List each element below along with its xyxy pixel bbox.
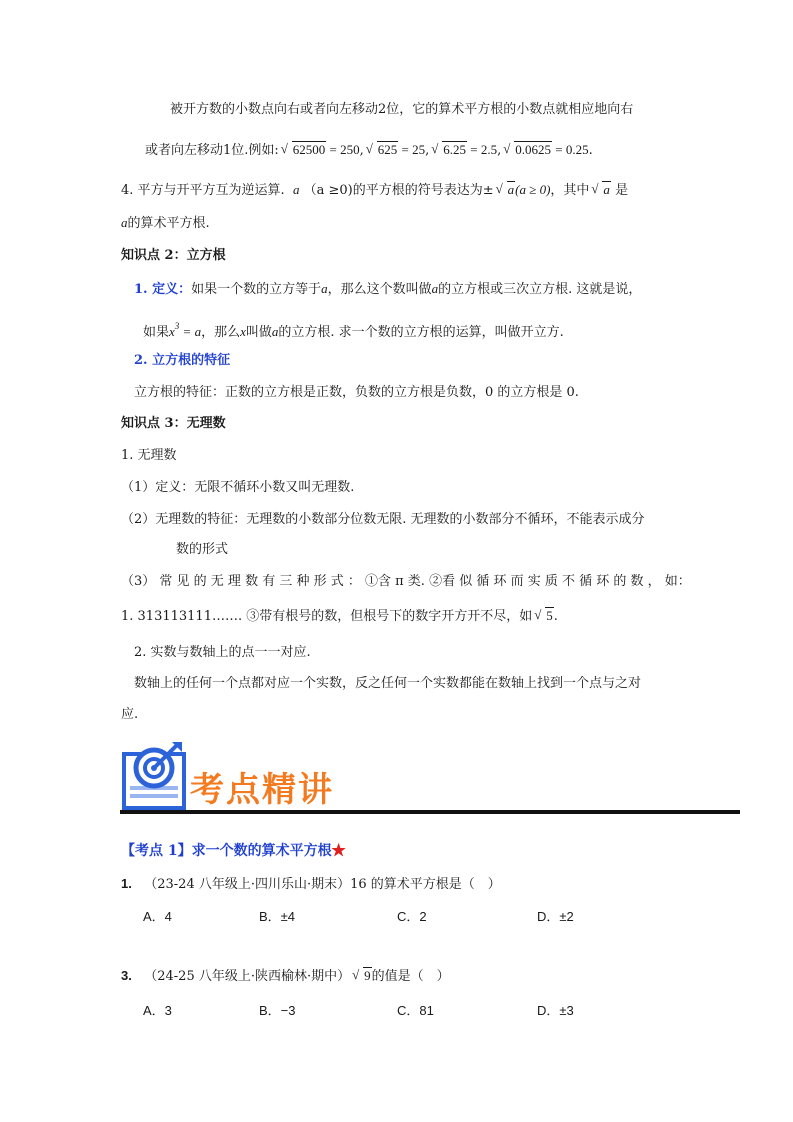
question-3 — [121, 966, 450, 987]
kp3-p4b: 应. — [121, 707, 139, 722]
q1-option-d[interactable]: D．±2 — [537, 909, 574, 924]
banner — [120, 738, 740, 818]
question-text-a: （24-25 八年级上·陕西榆林·期中） — [144, 969, 351, 984]
item-4-line-1 — [121, 180, 628, 201]
sqrt-9: 9 — [364, 968, 371, 983]
intro-line-1: 被开方数的小数点向右或者向左移动2位，它的算术平方根的小数点就相应地向右 — [170, 102, 634, 117]
example-radicand: 6.25 — [443, 142, 467, 157]
kp2-def-line-2: 如果$x^3 = a$，那么x叫做a的立方根. 求一个数的立方根的运算，叫做开立方. — [143, 321, 564, 340]
question-number: 1. — [121, 876, 132, 891]
example-value: = 250 — [329, 142, 360, 157]
def-then: ，那么 — [201, 325, 241, 340]
kp3-p2b: 数的形式 — [176, 542, 229, 557]
def-text-2: ，那么这个数叫做 — [327, 282, 432, 297]
sqrt-5: 5 — [546, 608, 553, 623]
var-a: a — [121, 215, 128, 230]
def-text-3: 的立方根或三次立方根. 这就是说， — [438, 282, 642, 297]
q3-option-b[interactable]: B．−3 — [259, 1003, 296, 1018]
cube-equation: $x^3 = a$ — [169, 321, 202, 339]
item-4-cond: （a ≥0) — [303, 183, 353, 198]
example-value: = 25 — [401, 142, 426, 157]
banner-rule — [120, 810, 740, 814]
sqrt-a: a — [507, 182, 515, 197]
kp3-sub2: 2. 实数与数轴上的点一一对应. — [134, 645, 311, 660]
target-icon — [120, 740, 192, 812]
kp3-sub1: 1. 无理数 — [121, 448, 177, 463]
kp3-p1: （1）定义：无限不循环小数又叫无理数. — [121, 480, 355, 495]
def-text-1: 如果一个数的立方等于 — [191, 282, 322, 297]
q3-option-d[interactable]: D．±3 — [537, 1003, 574, 1018]
section-1-heading-text: 【考点 1】求一个数的算术平方根 — [121, 843, 332, 859]
example-value: = 2.5 — [470, 142, 498, 157]
question-1 — [121, 874, 501, 895]
def-called: 叫做 — [245, 325, 272, 340]
kp2-feature-title: 2. 立方根的特征 — [134, 353, 231, 368]
example-radicand: 625 — [377, 142, 398, 157]
var-a: a — [292, 182, 300, 197]
q3-option-c[interactable]: C．81 — [397, 1003, 434, 1018]
item-4-suffix: 是 — [615, 183, 629, 198]
intro-line-2: 或者向左移动1位.例如:√ 62500 = 250,√ 625 = 25,√ 6.25 = 2.5,√ 0.0625 = 0.25. — [145, 140, 593, 161]
kp3-p3a: （3） 常 见 的 无 理 数 有 三 种 形 式 ： ①含 π 类. ②看 似 循 环 而 实 质 不 循 环 的 数 ， 如： — [121, 574, 691, 589]
kp3-p3b-text: 1. 313113111……. ③带有根号的数，但根号下的数字开方开不尽，如 — [121, 609, 533, 624]
var-a: a — [271, 324, 279, 339]
kp3-p4a: 数轴上的任何一个点都对应一个实数，反之任何一个实数都能在数轴上找到一个点与之对 — [134, 676, 642, 691]
kp2-feature-text: 立方根的特征：正数的立方根是正数，负数的立方根是负数，0 的立方根是 0. — [134, 385, 579, 400]
kp2-title: 知识点 2：立方根 — [121, 248, 226, 263]
item-4-prefix: 4. 平方与开平方互为逆运算. — [121, 183, 285, 198]
question-text: （23-24 八年级上·四川乐山·期末）16 的算术平方根是（ ） — [144, 877, 501, 892]
item-4-mid: 的平方根的符号表达为± — [352, 183, 494, 198]
question-text-b: 的值是（ ） — [371, 969, 450, 984]
sqrt-a: a — [603, 182, 610, 197]
example-radicand: 0.0625 — [515, 142, 551, 157]
item-4-mid2: ，其中 — [550, 183, 590, 198]
var-a: a — [431, 281, 439, 296]
kp2-def-line-1 — [134, 279, 641, 300]
def-text-4: 的立方根. 求一个数的立方根的运算，叫做开立方. — [278, 325, 564, 340]
example-radicand: 62500 — [292, 142, 326, 157]
item-4-line-2-text: 的算术平方根. — [127, 216, 210, 231]
item-4-line-2 — [121, 213, 210, 234]
kp3-title: 知识点 3：无理数 — [121, 416, 226, 431]
item-4-expr-cond: (a ≥ 0) — [515, 182, 551, 197]
q3-option-a[interactable]: A．3 — [143, 1003, 172, 1018]
banner-title: 考点精讲 — [190, 770, 334, 810]
def-if: 如果 — [143, 325, 170, 340]
var-a: a — [321, 281, 328, 296]
intro-prefix: 或者向左移动1位.例如: — [145, 143, 279, 158]
section-1-heading — [121, 841, 346, 861]
kp3-p3b: 1. 313113111……. ③带有根号的数，但根号下的数字开方开不尽，如√ 5. — [121, 606, 558, 627]
star-icon: ★ — [331, 843, 346, 859]
kp3-p2a: （2）无理数的特征：无理数的小数部分位数无限. 无理数的小数部分不循环，不能表示成分 — [121, 512, 645, 527]
q1-option-c[interactable]: C．2 — [397, 909, 427, 924]
question-number: 3. — [121, 968, 132, 983]
q1-option-b[interactable]: B．±4 — [259, 909, 296, 924]
q1-option-a[interactable]: A．4 — [143, 909, 172, 924]
def-label: 1. 定义： — [134, 282, 192, 297]
example-value: = 0.25 — [555, 142, 589, 157]
